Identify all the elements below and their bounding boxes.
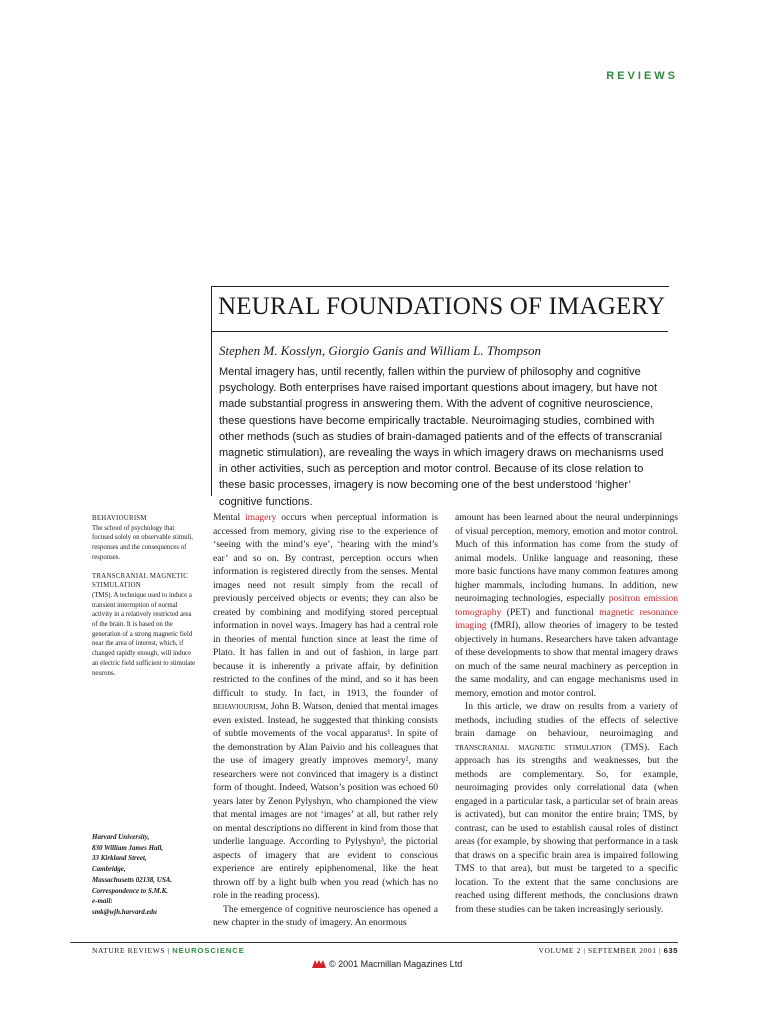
- copyright-text: © 2001 Macmillan Magazines Ltd: [329, 959, 463, 969]
- body-column-right: [455, 511, 678, 916]
- section-label: REVIEWS: [606, 70, 678, 82]
- footer-rule: [70, 942, 678, 943]
- copyright-line: [312, 958, 462, 969]
- gloss-term: BEHAVIOURISM: [92, 515, 147, 522]
- affiliation-line: e-mail:: [92, 897, 113, 906]
- gloss-definition: (TMS). A technique used to induce a transient interruption of normal activity in a relatively restricted area of the brain. It is based on the generation of a strong magnetic field near the area of interest, which, if changed rapidly enough, will induce an electric field sufficient to stimulate neurons.: [92, 591, 196, 677]
- affiliation-line: Harvard University,: [92, 833, 150, 841]
- body-paragraph: In this article, we draw on results from a variety of methods, including studies of the effects of selective brain damage on behaviour, neuroimaging and transcranial magnetic stimulation (TMS). Each approach has its strengths and weaknesses, but the methods are complementary. So, for example, neuroimaging provides only correlational data (when engaged in a particular task, a particular set of brain areas is activated), but can monitor the entire brain; TMS, by contrast, can be used to establish causal roles of distinct areas (for example, by showing that performance in a task that draws on a specific brain area is impaired following TMS to that area), but must be targeted to a specific location. To the extent that the same conclusions are reached using different methods, the conclusions drawn from these studies can be taken increasingly seriously.: [455, 701, 678, 915]
- email-link[interactable]: smk@wjh.harvard.edu: [92, 907, 157, 916]
- affiliation-line: 830 William James Hall,: [92, 843, 164, 852]
- journal-name: NATURE REVIEWS: [92, 946, 166, 955]
- link-fmri[interactable]: magnetic resonance imaging: [455, 606, 678, 631]
- gloss-behaviourism: [92, 514, 197, 563]
- issue-info: VOLUME 2 | SEPTEMBER 2001 |: [538, 946, 662, 955]
- affiliation-line: 33 Kirkland Street,: [92, 854, 147, 863]
- body-paragraph: The emergence of cognitive neuroscience has opened a new chapter in the study of imagery. An enormous: [213, 903, 438, 928]
- author-affiliation: [92, 832, 202, 918]
- title-rule: [211, 331, 668, 332]
- affiliation-line: Massachusetts 02138, USA.: [92, 875, 173, 884]
- page-number: 635: [663, 946, 678, 955]
- glossary-sidebar: [92, 514, 197, 687]
- body-paragraph: amount has been learned about the neural underpinnings of visual perception, memory, emotion and motor control. Much of this information has come from the study of animal models. Unlike language and reasoning, these more basic functions have many common features among higher mammals, including humans. In addition, new neuroimaging technologies, especially positron emission tomography (PET) and functional magnetic resonance imaging (fMRI), allow theories of imagery to be tested objectively in humans. Researchers have taken advantage of these developments to show that mental imagery draws on much of the same neural machinery as perception in the same modality, and can engage mechanisms used in memory, emotion and motor control.: [455, 512, 678, 699]
- glossary-ref-tms: transcranial magnetic stimulation: [455, 741, 612, 753]
- affiliation-line: Cambridge,: [92, 865, 126, 874]
- journal-section: NEUROSCIENCE: [172, 946, 245, 955]
- footer-separator: |: [167, 946, 170, 955]
- affiliation-line: Correspondence to S.M.K.: [92, 886, 169, 895]
- author-list: Stephen M. Kosslyn, Giorgio Ganis and William L. Thompson: [219, 343, 542, 358]
- article-title: NEURAL FOUNDATIONS OF IMAGERY: [218, 293, 666, 320]
- footer-issue: [538, 946, 678, 955]
- gloss-definition: The school of psychology that focused solely on observable stimuli, responses and the consequences of responses.: [92, 524, 193, 561]
- glossary-link-imagery[interactable]: imagery: [245, 512, 277, 523]
- glossary-ref-behaviourism: behaviourism: [213, 701, 266, 712]
- link-pet[interactable]: positron emission tomography: [455, 593, 678, 618]
- abstract-text: Mental imagery has, until recently, fallen within the purview of philosophy and cognitive psychology. Both enterprises have raised important questions about imagery, but have not made substantial progress in answering them. With the advent of cognitive neuroscience, these questions have become empirically tractable. Neuroimaging studies, combined with other methods (such as studies of brain-damaged patients and of the effects of transcranial magnetic stimulation), are revealing the ways in which imagery draws on mechanisms used in other activities, such as perception and motor control. Because of its close relation to these basic processes, imagery is now becoming one of the best understood ‘higher’ cognitive functions.: [219, 366, 664, 508]
- gloss-tms: [92, 572, 197, 679]
- footer-journal: [92, 946, 245, 955]
- body-column-left: [213, 511, 438, 930]
- macmillan-logo-icon: [312, 958, 326, 968]
- body-paragraph: Mental imagery occurs when perceptual information is accessed from memory, giving rise to the experience of ‘seeing with the mind’s eye’, ‘hearing with the mind’s ear’ and so on. By contrast, perception occurs when information is registered directly from the senses. Mental images need not result simply from the recall of previously perceived objects or events; they can also be created by combining and modifying stored perceptual information in novel ways. Imagery has had a central role in theories of mental function since at least the time of Plato. It has fallen in and out of fashion, in large part because it is inherently a private affair, by definition restricted to the confines of the mind, and so it has been difficult to study. In fact, in 1913, the founder of behaviourism, John B. Watson, denied that mental images even existed. Instead, he suggested that thinking consists of subtle movements of the vocal apparatus¹. In spite of the demonstration by Alan Paivio and his colleagues that the use of imagery greatly improves memory², many researchers were not convinced that imagery is a distinct form of thought. Indeed, Watson’s position was echoed 60 years later by Zenon Pylyshyn, who championed the view that mental images are not ‘images’ at all, but rather rely on mental descriptions no different in kind from those that underlie language. According to Pylyshyn³, the pictorial aspects of imagery that are evident to conscious experience are entirely epiphenomenal, like the heat thrown off by a light bulb when you read (which has no role in the reading process).: [213, 512, 438, 901]
- gloss-term: TRANSCRANIAL MAGNETIC STIMULATION: [92, 572, 189, 590]
